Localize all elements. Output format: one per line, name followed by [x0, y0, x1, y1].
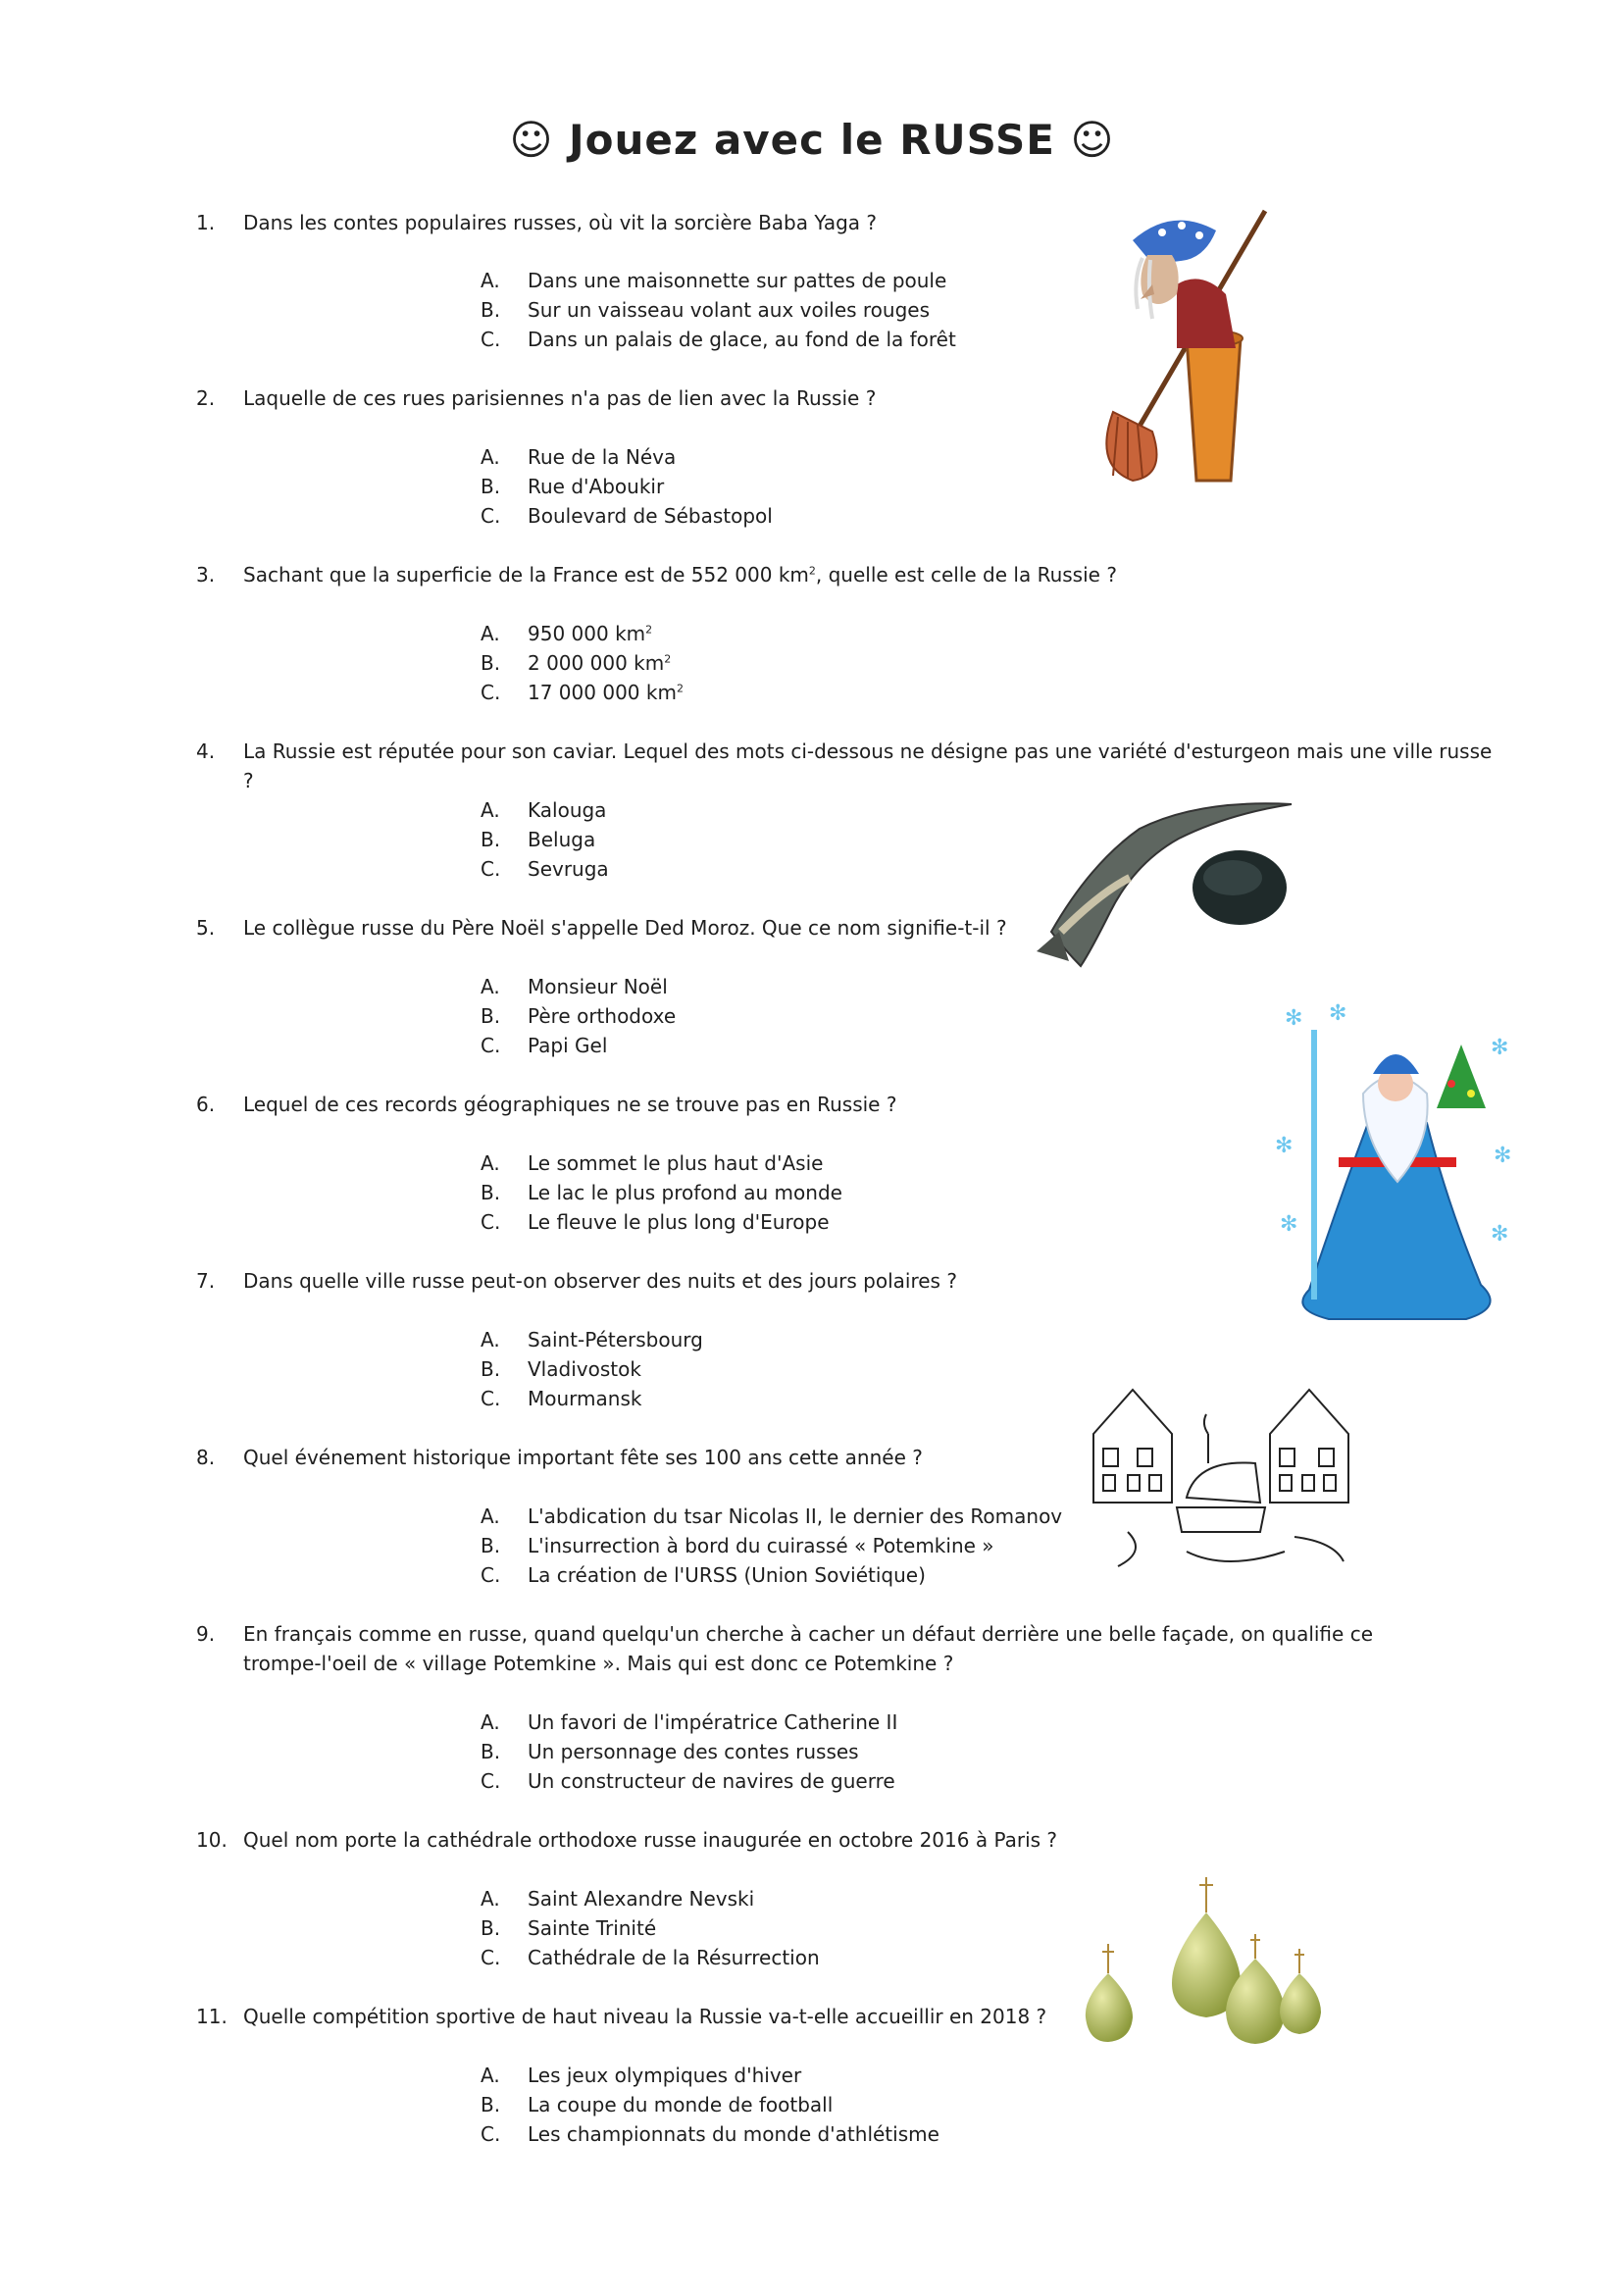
question-number: 10.: [196, 1828, 228, 1852]
onion-domes-icon: [1074, 1875, 1334, 2047]
svg-text:✻: ✻: [1280, 1212, 1298, 1237]
svg-text:✻: ✻: [1491, 1036, 1509, 1060]
svg-text:✻: ✻: [1285, 1006, 1303, 1031]
question-number: 8.: [196, 1446, 216, 1469]
village-sketch-icon: [1089, 1385, 1363, 1581]
question-number: 9.: [196, 1622, 216, 1646]
question-number: 7.: [196, 1269, 216, 1293]
question-text: La Russie est réputée pour son caviar. Lequel des mots ci-dessous ne désigne pas une variété d'esturgeon mais une ville russe ?: [243, 739, 1493, 792]
question-number: 6.: [196, 1093, 216, 1116]
page-title: [0, 116, 1624, 164]
question-number: 1.: [196, 211, 216, 234]
question-text: Le collègue russe du Père Noël s'appelle Ded Moroz. Que ce nom signifie-t-il ?: [243, 916, 1007, 940]
question-text: Quel nom porte la cathédrale orthodoxe russe inaugurée en octobre 2016 à Paris ?: [243, 1828, 1058, 1852]
svg-text:✻: ✻: [1491, 1222, 1509, 1247]
question-text: En français comme en russe, quand quelqu'un cherche à cacher un défaut derrière une belle façade, on qualifie ce trompe-l'oeil de « village Potemkine ». Mais qui est donc ce Potemkine ?: [243, 1622, 1373, 1675]
svg-text:✻: ✻: [1275, 1134, 1294, 1158]
smiley-icon: ☺: [1070, 116, 1115, 164]
ded-moroz-icon: [1270, 995, 1515, 1324]
question-number: 3.: [196, 563, 216, 586]
question-text: Laquelle de ces rues parisiennes n'a pas de lien avec la Russie ?: [243, 386, 877, 410]
question-text: Sachant que la superficie de la France est de 552 000 $km^2$, quelle est celle de la Russie ?: [243, 563, 1117, 586]
sturgeon-caviar-icon: [1032, 785, 1306, 971]
question-text: Dans quelle ville russe peut-on observer des nuits et des jours polaires ?: [243, 1269, 957, 1293]
question-text: Lequel de ces records géographiques ne se trouve pas en Russie ?: [243, 1093, 897, 1116]
question-text: Quelle compétition sportive de haut niveau la Russie va-t-elle accueillir en 2018 ?: [243, 2005, 1047, 2028]
question-text: Dans les contes populaires russes, où vit la sorcière Baba Yaga ?: [243, 211, 877, 234]
question-number: 4.: [196, 739, 216, 763]
question-number: 2.: [196, 386, 216, 410]
svg-text:✻: ✻: [1494, 1144, 1512, 1168]
smiley-icon: ☺: [509, 116, 554, 164]
question-number: 5.: [196, 916, 216, 940]
question-number: 11.: [196, 2005, 228, 2028]
witch-icon: [1093, 201, 1290, 485]
title-text: Jouez avec le RUSSE: [569, 116, 1055, 164]
svg-text:✻: ✻: [1329, 1001, 1347, 1026]
question-text: Quel événement historique important fête ses 100 ans cette année ?: [243, 1446, 923, 1469]
